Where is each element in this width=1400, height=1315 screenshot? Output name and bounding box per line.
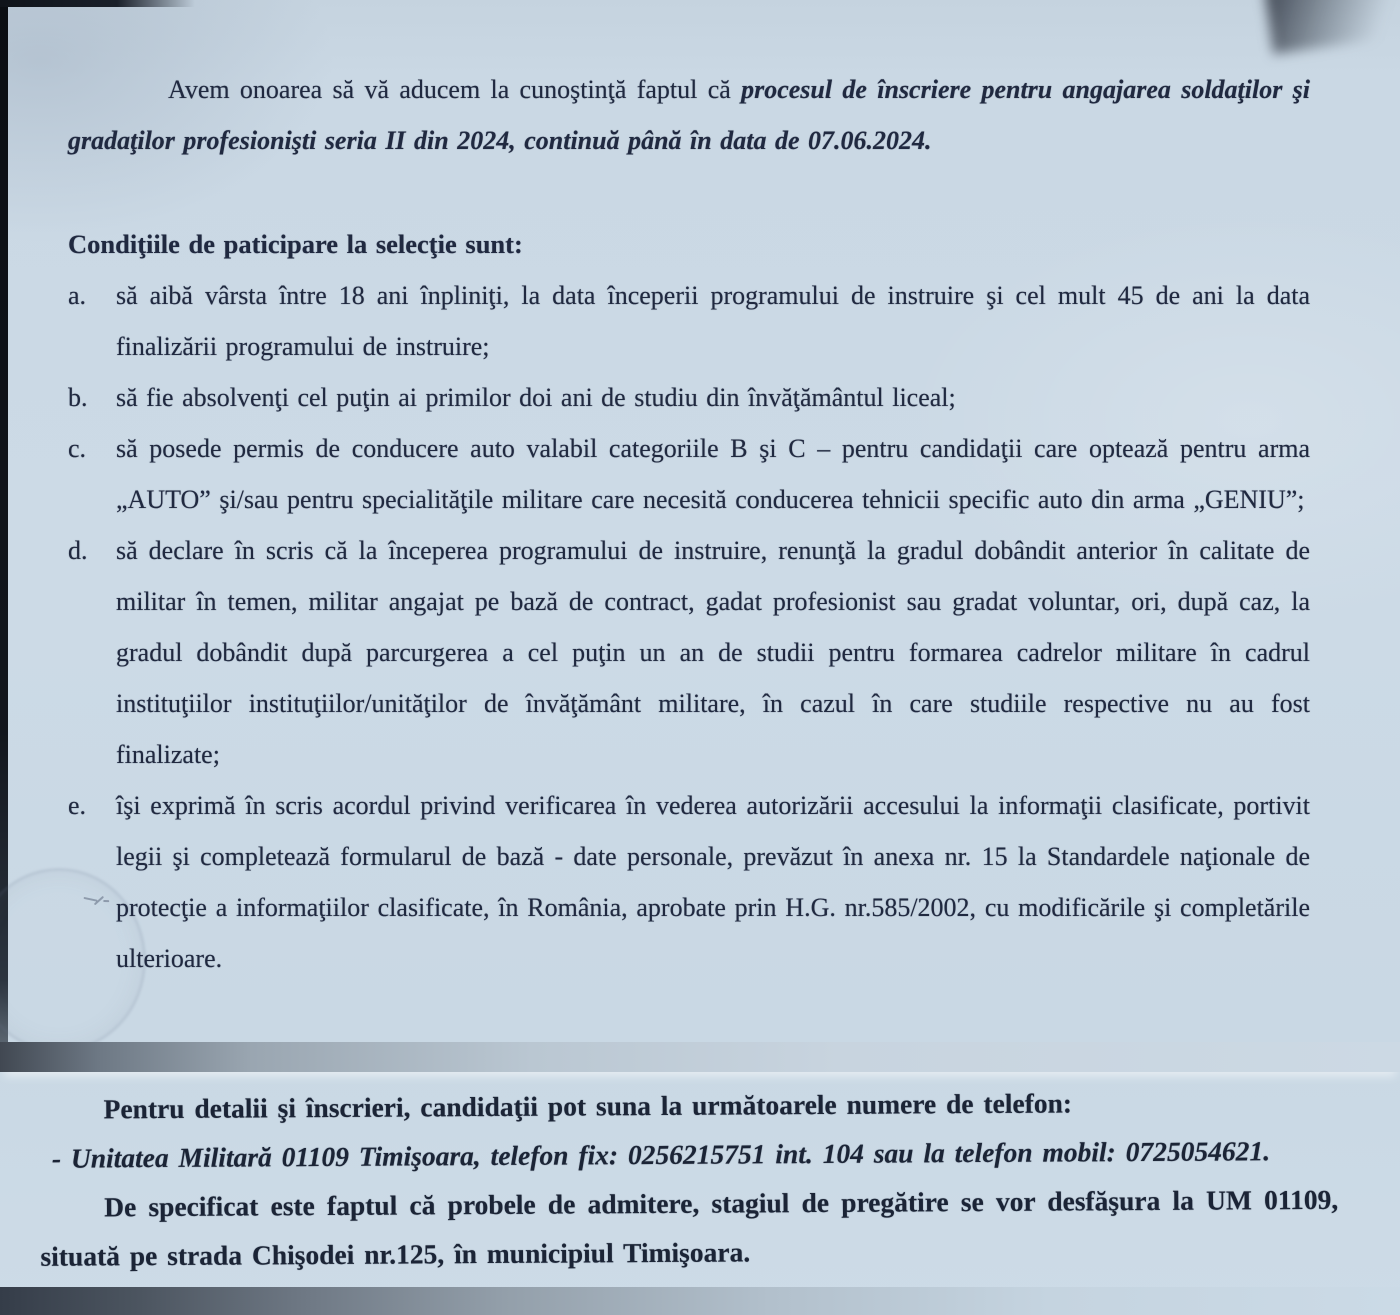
condition-text-c: să posede permis de conducere auto valabil categoriile B şi C – pentru candidaţii care optează pentru arma „AUTO” şi/sau pentru specialităţile militare care necesită conducerea tehnicii specific auto din arma „GENIU”;	[116, 434, 1310, 514]
contact-section	[0, 1063, 1400, 1281]
intro-paragraph	[68, 64, 1310, 166]
condition-item-c	[68, 423, 1310, 525]
scan-bottom-edge-artifact	[0, 1287, 1400, 1315]
contact-intro-line: Pentru detalii şi înscrieri, candidaţii pot suna la următoarele numere de telefon:	[103, 1087, 1073, 1125]
contact-note-line: De specificat este faptul că probele de admitere, stagiul de pregătire se vor desfăşura la UM 01109, situată pe strada Chişodei nr.125, în municipiul Timişoara.	[40, 1183, 1339, 1272]
condition-text-e: îşi exprimă în scris acordul privind verificarea în vederea autorizării accesului la informaţii clasificate, portivit legii şi completează formularul de bază - date personale, prevăzut în anexa nr. 15 la Standardele naţionale de protecţie a informaţiilor clasificate, în România, aprobate prin H.G. nr.585/2002, cu modificările şi completările ulterioare.	[116, 791, 1310, 973]
conditions-heading: Condiţiile de paticipare la selecţie sunt:	[68, 229, 523, 259]
condition-text-d: să declare în scris că la începerea programului de instruire, renunţă la gradul dobândit anterior în calitate de militar în temen, militar angajat pe bază de contract, gadat profesionist sau gradat voluntar, ori, după caz, la gradul dobândit după parcurgerea a cel puţin un an de studii pentru formarea cadrelor militare în cadrul instituţiilor instituţiilor/unităţilor de învăţământ militare, în cazul în care studiile respective nu au fost finalizate;	[116, 536, 1310, 769]
contact-phone-line: - Unitatea Militară 01109 Timişoara, telefon fix: 0256215751 int. 104 sau la telefon mobil: 0725054621.	[51, 1135, 1271, 1174]
condition-text-a: să aibă vârsta între 18 ani înpliniţi, la data începerii programului de instruire şi cel mult 45 de ani la data finalizării programului de instruire;	[116, 281, 1310, 361]
condition-marker-e: e.	[68, 791, 87, 820]
conditions-list	[68, 270, 1310, 984]
intro-emphasis-text: procesul de înscriere pentru angajarea soldaţilor şi gradaţilor profesionişti seria II din 2024, continuă până în data de 07.06.2024.	[68, 75, 1310, 155]
condition-item-e	[68, 780, 1310, 984]
intro-lead-text: Avem onoarea să vă aducem la cunoştinţă faptul că	[168, 75, 742, 104]
condition-marker-d: d.	[68, 536, 88, 565]
condition-text-b: să fie absolvenţi cel puţin ai primilor doi ani de studiu din învăţământul liceal;	[116, 383, 956, 412]
condition-marker-b: b.	[68, 383, 88, 412]
condition-item-d	[68, 525, 1310, 780]
condition-item-b	[68, 372, 1310, 423]
condition-marker-c: c.	[68, 434, 87, 463]
condition-item-a	[68, 270, 1310, 372]
condition-marker-a: a.	[68, 281, 87, 310]
